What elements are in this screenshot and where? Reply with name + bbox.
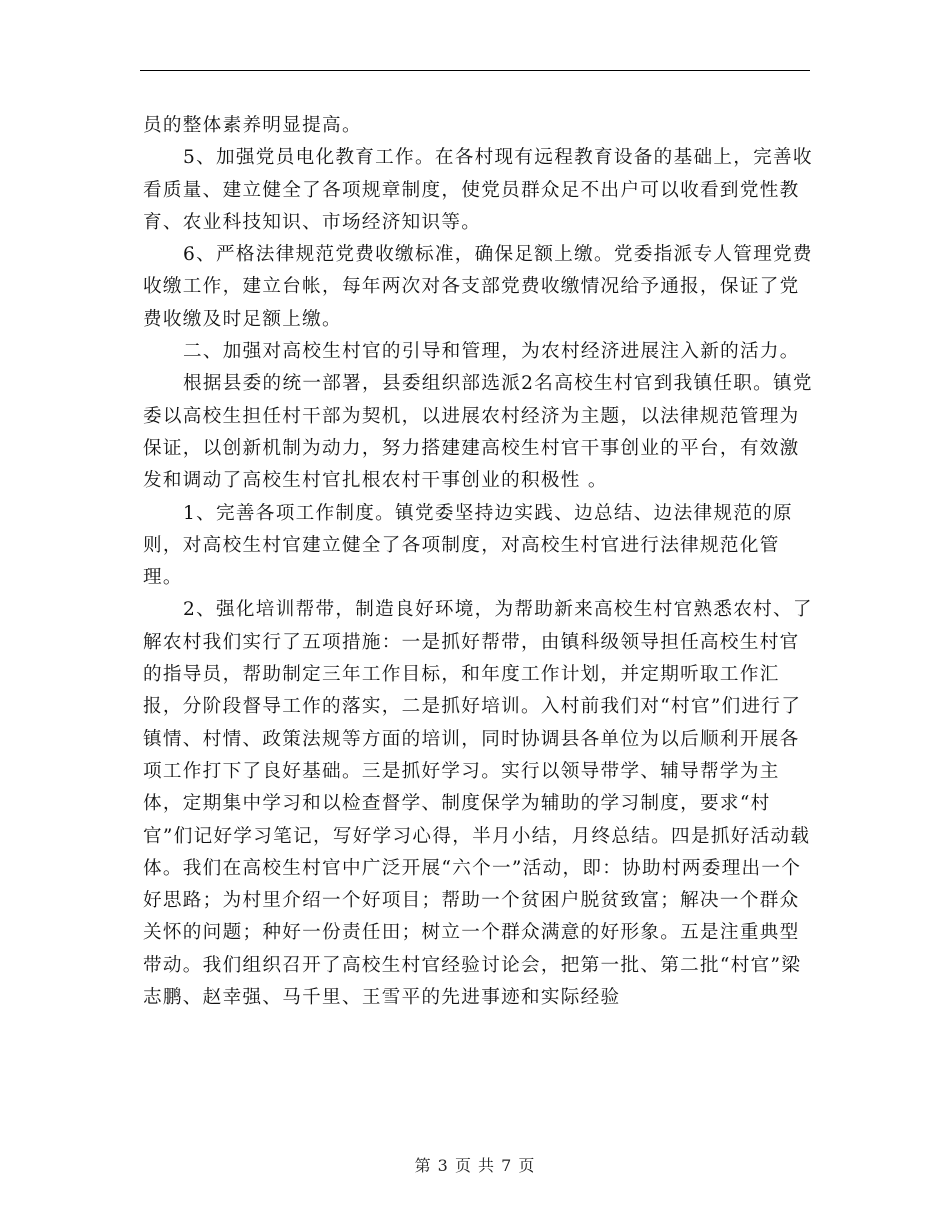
paragraph-section-intro: 根据县委的统一部署，县委组织部选派2名高校生村官到我镇任职。镇党委以高校生担任村干部为契机，以进展农村经济为主题，以法律规范管理为保证，以创新机制为动力，努力搭建建高校生村官干事创业的平台，有效激发和调动了高校生村官扎根农村干事创业的积极性 。 bbox=[143, 373, 813, 492]
paragraph-item-5: 5、加强党员电化教育工作。在各村现有远程教育设备的基础上，完善收看质量、建立健全了各项规章制度，使党员群众足不出户可以收看到党性教育、农业科技知识、市场经济知识等。 bbox=[143, 147, 813, 233]
document-body bbox=[143, 110, 813, 1014]
paragraph-item-1: 1、完善各项工作制度。镇党委坚持边实践、边总结、边法律规范的原则，对高校生村官建立健全了各项制度，对高校生村官进行法律规范化管理。 bbox=[143, 502, 793, 589]
header-rule bbox=[140, 70, 810, 71]
section-heading-2: 二、加强对高校生村官的引导和管理，为农村经济进展注入新的活力。 bbox=[182, 341, 800, 363]
paragraph-item-6: 6、严格法律规范党费收缴标准，确保足额上缴。党委指派专人管理党费收缴工作，建立台帐，每年两次对各支部党费收缴情况给予通报，保证了党费收缴及时足额上缴。 bbox=[143, 244, 813, 330]
page-footer: 第 3 页 共 7 页 bbox=[414, 1156, 536, 1175]
paragraph-item-2: 2、强化培训帮带，制造良好环境，为帮助新来高校生村官熟悉农村、了解农村我们实行了五项措施：一是抓好帮带，由镇科级领导担任高校生村官的指导员，帮助制定三年工作目标，和年度工作计划，并定期听取工作汇报，分阶段督导工作的落实，二是抓好培训。入村前我们对“村官”们进行了镇情、村情、政策法规等方面的培训，同时协调县各单位为以后顺利开展各项工作打下了良好基础。三是抓好学习。实行以领导带学、辅导帮学为主体，定期集中学习和以检查督学、制度保学为辅助的学习制度，要求“村官”们记好学习笔记，写好学习心得，半月小结，月终总结。四是抓好活动载体。我们在高校生村官中广泛开展“六个一”活动，即：协助村两委理出一个好思路；为村里介绍一个好项目；帮助一个贫困户脱贫致富；解决一个群众关怀的问题；种好一份责任田；树立一个群众满意的好形象。五是注重典型带动。我们组织召开了高校生村官经验讨论会，把第一批、第二批“村官”梁志鹏、赵幸强、马千里、王雪平的先进事迹和实际经验 bbox=[143, 599, 813, 1009]
paragraph-continuation: 员的整体素养明显提高。 bbox=[143, 115, 362, 136]
